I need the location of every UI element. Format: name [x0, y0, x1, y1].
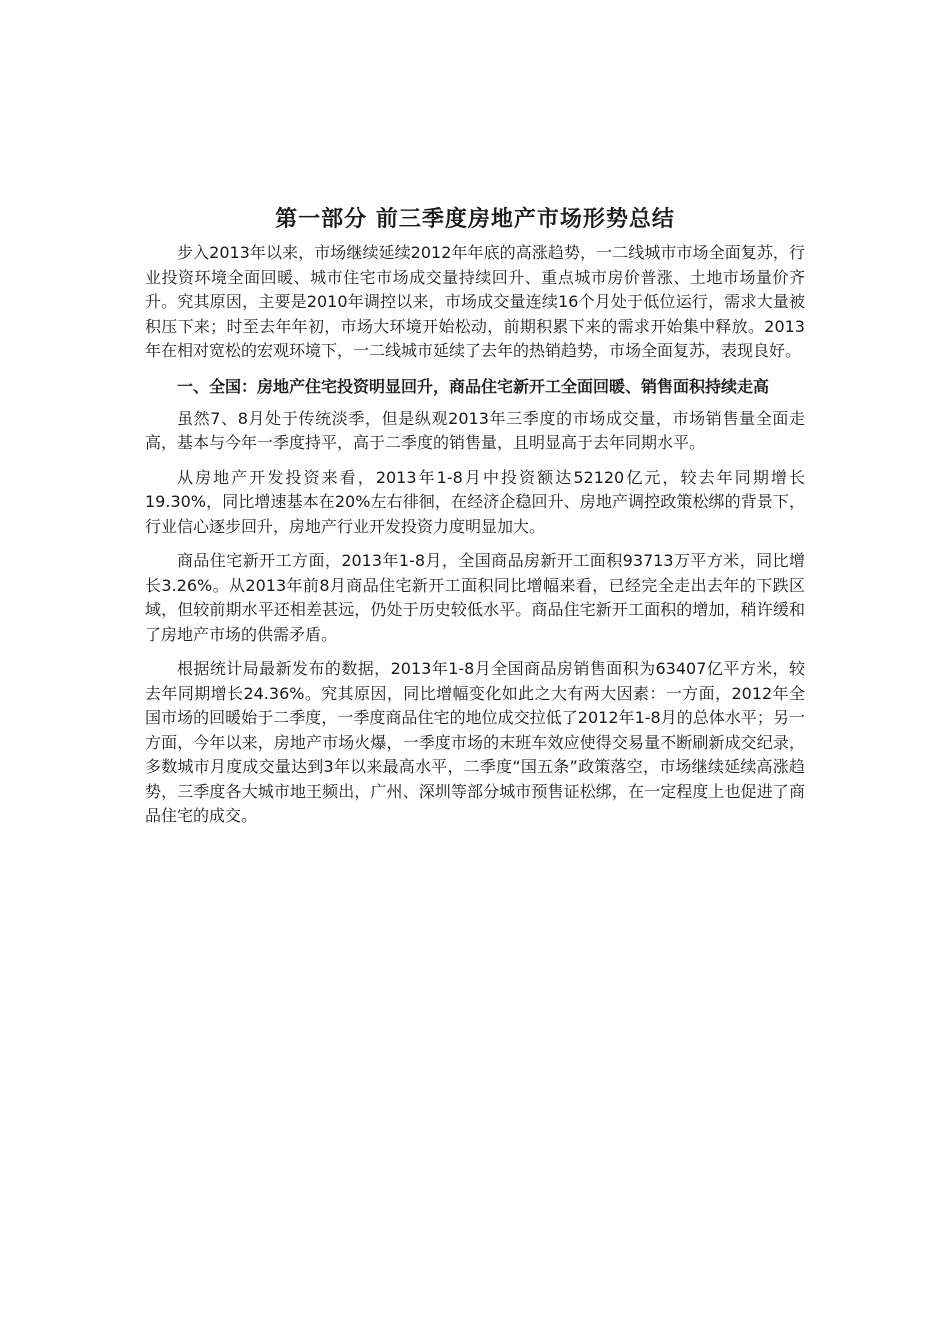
document-page	[145, 205, 805, 839]
body-paragraph-sales: 虽然7、8月处于传统淡季，但是纵观2013年三季度的市场成交量，市场销售量全面走高，基本与今年一季度持平，高于二季度的销售量，且明显高于去年同期水平。	[145, 408, 805, 452]
section-heading: 一、全国：房地产住宅投资明显回升，商品住宅新开工全面回暖、销售面积持续走高	[177, 376, 770, 396]
intro-paragraph: 步入2013年以来，市场继续延续2012年年底的高涨趋势，一二线城市市场全面复苏，行业投资环境全面回暖、城市住宅市场成交量持续回升、重点城市房价普涨、土地市场量价齐升。究其原因，主要是2010年调控以来，市场成交量连续16个月处于低位运行，需求大量被积压下来；时至去年年初，市场大环境开始松动，前期积累下来的需求开始集中释放。2013年在相对宽松的宏观环境下，一二线城市延续了去年的热销趋势，市场全面复苏，表现良好。	[145, 243, 805, 360]
body-paragraph-new-construction: 商品住宅新开工方面，2013年1-8月，全国商品房新开工面积93713万平方米，同比增长3.26%。从2013年前8月商品住宅新开工面积同比增幅来看，已经完全走出去年的下跌区域，但较前期水平还相差甚远，仍处于历史较低水平。商品住宅新开工面积的增加，稍许缓和了房地产市场的供需矛盾。	[145, 551, 805, 644]
body-paragraph-sales-area: 根据统计局最新发布的数据，2013年1-8月全国商品房销售面积为63407亿平方米，较去年同期增长24.36%。究其原因，同比增幅变化如此之大有两大因素：一方面，2012年全国市场的回暖始于二季度，一季度商品住宅的地位成交拉低了2012年1-8月的总体水平；另一方面，今年以来，房地产市场火爆，一季度市场的末班车效应使得交易量不断刷新成交纪录，多数城市月度成交量达到3年以来最高水平，二季度“国五条”政策落空，市场继续延续高涨趋势，三季度各大城市地王频出，广州、深圳等部分城市预售证松绑，在一定程度上也促进了商品住宅的成交。	[145, 659, 805, 825]
body-paragraph-investment: 从房地产开发投资来看，2013年1-8月中投资额达52120亿元，较去年同期增长19.30%，同比增速基本在20%左右徘徊，在经济企稳回升、房地产调控政策松绑的背景下，行业信心逐步回升，房地产行业开发投资力度明显加大。	[145, 467, 805, 536]
page-title: 第一部分 前三季度房地产市场形势总结	[275, 207, 675, 232]
